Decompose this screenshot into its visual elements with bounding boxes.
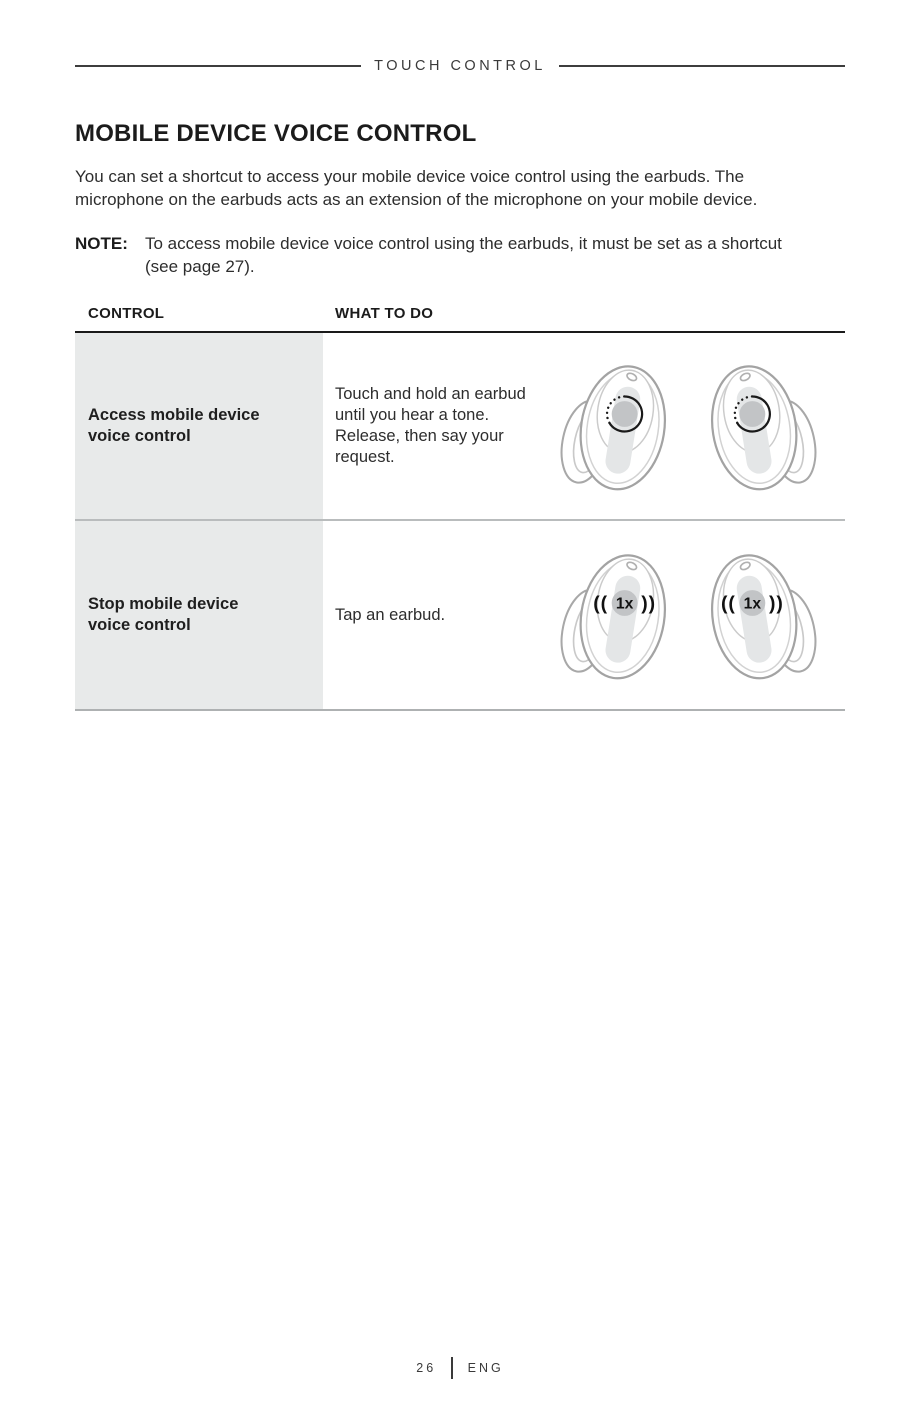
table-header-row (75, 305, 845, 333)
illustration-cell (535, 352, 845, 500)
control-table (75, 305, 845, 711)
note-text: To access mobile device voice control using the earbuds, it must be set as a shortcut (see page 27). (145, 234, 782, 276)
tap-wave-right: )) (640, 592, 656, 615)
illustration-cell (535, 541, 845, 689)
page-header (75, 0, 845, 74)
page-number: 26 (416, 1361, 437, 1375)
tap-count-badge: 1x (615, 595, 633, 613)
what-to-do-text: Touch and hold an earbud until you hear a tone. Release, then say your request. (335, 385, 526, 466)
control-cell (75, 521, 323, 709)
what-to-do-cell (323, 384, 535, 468)
left-earbud-tap-icon (560, 541, 680, 689)
intro-paragraph: You can set a shortcut to access your mobile device voice control using the earbuds. The microphone on the earbuds acts as an extension of the microphone on your mobile device. (75, 167, 758, 209)
note-label: NOTE: (75, 234, 128, 253)
control-cell (75, 333, 323, 519)
what-to-do-cell (323, 605, 535, 626)
table-row-access-voice-control (75, 333, 845, 521)
tap-wave-left: (( (592, 592, 608, 615)
header-rule-left (75, 65, 361, 67)
column-header-control: CONTROL (88, 305, 165, 322)
left-earbud-touch-hold-icon (560, 352, 680, 500)
footer-divider (451, 1357, 453, 1379)
tap-wave-right: )) (768, 592, 784, 615)
tap-wave-left: (( (720, 592, 736, 615)
column-header-what-to-do: WHAT TO DO (335, 305, 434, 322)
table-row-stop-voice-control (75, 521, 845, 711)
what-to-do-text: Tap an earbud. (335, 605, 446, 624)
right-earbud-tap-icon (697, 541, 817, 689)
page-footer (0, 1357, 920, 1379)
right-earbud-touch-hold-icon (697, 352, 817, 500)
control-label: Stop mobile device voice control (88, 594, 239, 634)
header-rule-right (559, 65, 845, 67)
language-code: ENG (467, 1361, 504, 1375)
tap-count-badge: 1x (743, 595, 761, 613)
page-header-title: TOUCH CONTROL (374, 58, 546, 74)
control-label: Access mobile device voice control (88, 405, 260, 445)
note-block (75, 232, 845, 278)
section-title: MOBILE DEVICE VOICE CONTROL (75, 120, 477, 147)
